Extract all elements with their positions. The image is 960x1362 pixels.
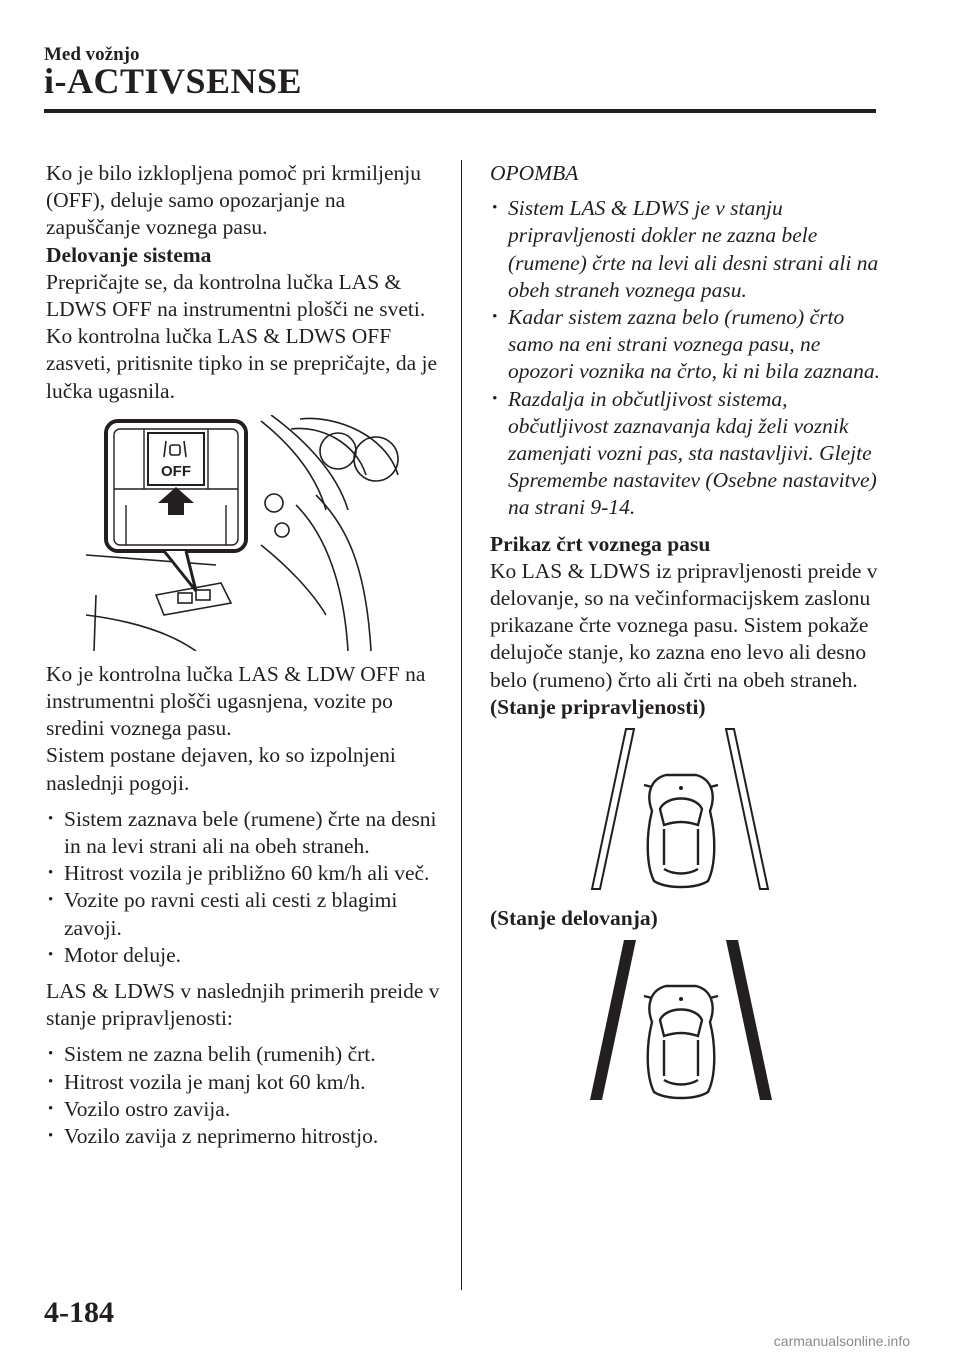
standby-paragraph: LAS & LDWS v naslednjih primerih preide v stanje pripravljenosti:: [46, 979, 440, 1031]
list-item: • Vozilo zavija z neprimerno hitrostjo.: [46, 1123, 442, 1150]
section-label: Med vožnjo: [44, 44, 140, 65]
active-state-figure: [586, 936, 786, 1106]
left-lane-line-outline: [592, 729, 634, 889]
list-item: • Vozilo ostro zavija.: [46, 1096, 442, 1123]
operation-heading: Delovanje sistema: [46, 242, 212, 267]
list-item: • Razdalja in občutljivost sistema, občutljivost zaznavanja kdaj želi voznik zamenjati vozni pas, sta nastavljivi. Glejte Spremembe nastavitev (Osebne nastavitve) na strani 9-14.: [490, 386, 890, 522]
intro-paragraph: Ko je bilo izklopljena pomoč pri krmiljenju (OFF), deluje samo opozarjanje na zapuščanje voznega pasu.: [46, 161, 421, 240]
left-column: [46, 160, 442, 1159]
list-item: • Vozite po ravni cesti ali cesti z blagimi zavoji.: [46, 887, 442, 941]
list-item: • Hitrost vozila je manj kot 60 km/h.: [46, 1069, 442, 1096]
list-item: • Sistem zaznava bele (rumene) črte na desni in na levi strani ali na obeh straneh.: [46, 806, 442, 860]
header-rule: [44, 109, 876, 113]
car-icon: [644, 986, 718, 1098]
list-item: • Hitrost vozila je približno 60 km/h ali več.: [46, 860, 442, 887]
lane-lines-paragraph: Ko LAS & LDWS iz pripravljenosti preide v delovanje, so na večinformacijskem zaslonu prikazane črte voznega pasu. Sistem pokaže delujoče stanje, ko zazna eno levo ali desno belo (rumeno) črto ali črti na obeh straneh.: [490, 558, 878, 692]
note-list: [490, 195, 890, 521]
right-lane-line-outline: [726, 729, 768, 889]
check-paragraph: Prepričajte se, da kontrolna lučka LAS & LDWS OFF na instrumentni plošči ne sveti. Ko kontrolna lučka LAS & LDWS OFF zasveti, pritisnite tipko in se prepričajte, da je lučka ugasnila.: [46, 269, 438, 403]
standby-state-label: (Stanje pripravljenosti): [490, 694, 706, 719]
list-item: • Kadar sistem zazna belo (rumeno) črto samo na eni strani voznega pasu, ne opozori voznika na črto, ki ni bila zaznana.: [490, 304, 890, 386]
chapter-title: i-ACTIVSENSE: [44, 61, 303, 101]
list-item: • Sistem ne zazna belih (rumenih) črt.: [46, 1041, 442, 1068]
right-lane-line-filled: [726, 940, 772, 1100]
conditions-paragraph: Sistem postane dejaven, ko so izpolnjeni naslednji pogoji.: [46, 743, 396, 795]
list-item: • Motor deluje.: [46, 942, 442, 969]
standby-list: [46, 1041, 442, 1150]
active-state-label: (Stanje delovanja): [490, 906, 658, 931]
car-icon: [644, 775, 718, 887]
center-driving-paragraph: Ko je kontrolna lučka LAS & LDW OFF na instrumentni plošči ugasnjena, vozite po sredini voznega pasu.: [46, 661, 426, 741]
watermark-text: carmanualsonline.info: [773, 1333, 910, 1349]
las-ldws-off-switch-figure: [86, 415, 406, 651]
lane-lines-heading: Prikaz črt voznega pasu: [490, 531, 711, 556]
conditions-list: [46, 806, 442, 969]
standby-state-figure: [586, 725, 786, 893]
right-column: [490, 160, 890, 1106]
list-item: • Sistem LAS & LDWS je v stanju pripravljenosti dokler ne zazna bele (rumene) črte na levi ali desni strani ali na obeh straneh voznega pasu.: [490, 195, 890, 304]
note-title: OPOMBA: [490, 161, 579, 185]
column-divider: [461, 160, 462, 1290]
page-number: 4-184: [44, 1296, 114, 1329]
off-button-label: OFF: [161, 462, 191, 480]
left-lane-line-filled: [590, 940, 636, 1100]
